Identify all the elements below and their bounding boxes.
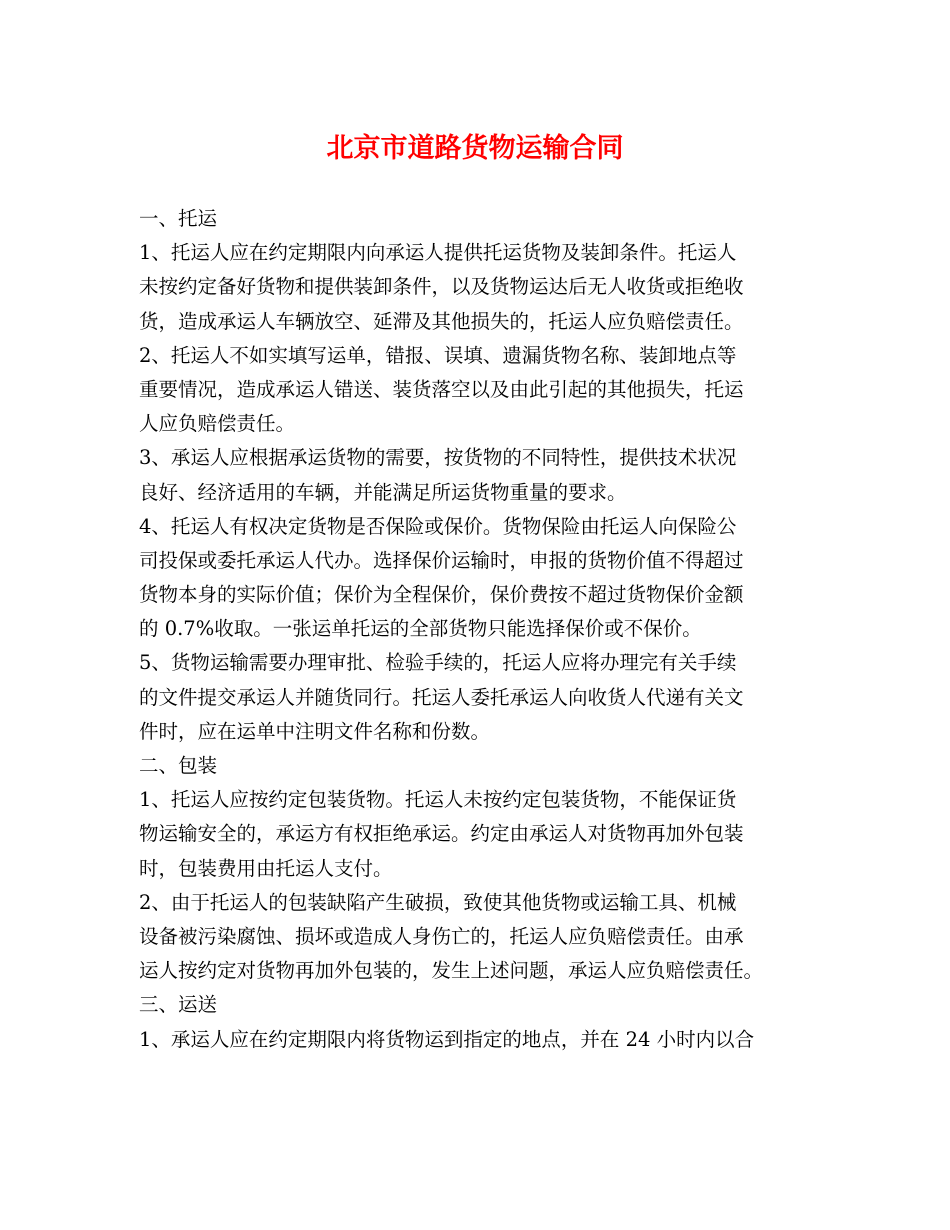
section-heading-packaging: 二、包装 [139,754,218,777]
paragraph-line: 时，包装费用由托运人支付。 [139,856,393,880]
paragraph-line: 物运输安全的，承运方有权拒绝承运。约定由承运人对货物再加外包装 [139,822,744,846]
paragraph-line: 未按约定备好货物和提供装卸条件，以及货物运达后无人收货或拒绝收 [139,275,744,299]
paragraph-line: 1、承运人应在约定期限内将货物运到指定的地点，并在 24 小时内以合 [139,1027,755,1051]
paragraph-line: 运人按约定对货物再加外包装的，发生上述问题，承运人应负赔偿责任。 [139,959,764,983]
paragraph-line: 件时，应在运单中注明文件名称和份数。 [139,719,491,743]
paragraph-line: 2、由于托运人的包装缺陷产生破损，致使其他货物或运输工具、机械 [139,890,737,914]
paragraph-line: 的文件提交承运人并随货同行。托运人委托承运人向收货人代递有关文 [139,685,744,709]
paragraph-line: 1、托运人应按约定包装货物。托运人未按约定包装货物，不能保证货 [139,788,737,812]
document-body [139,202,829,1057]
paragraph-line: 重要情况，造成承运人错送、装货落空以及由此引起的其他损失，托运 [139,377,744,401]
paragraph-line: 货，造成承运人车辆放空、延滞及其他损失的，托运人应负赔偿责任。 [139,309,744,333]
paragraph-line: 2、托运人不如实填写运单，错报、误填、遗漏货物名称、装卸地点等 [139,343,737,367]
paragraph-line: 货物本身的实际价值；保价为全程保价，保价费按不超过货物保价金额 [139,583,744,607]
paragraph-line: 5、货物运输需要办理审批、检验手续的，托运人应将办理完有关手续 [139,651,737,675]
paragraph-line: 司投保或委托承运人代办。选择保价运输时，申报的货物价值不得超过 [139,548,744,572]
paragraph-line: 1、托运人应在约定期限内向承运人提供托运货物及装卸条件。托运人 [139,241,737,265]
paragraph-line: 良好、经济适用的车辆，并能满足所运货物重量的要求。 [139,480,627,504]
paragraph-line: 4、托运人有权决定货物是否保险或保价。货物保险由托运人向保险公 [139,514,737,538]
paragraph-line: 3、承运人应根据承运货物的需要，按货物的不同特性，提供技术状况 [139,446,737,470]
paragraph-line: 人应负赔偿责任。 [139,412,296,436]
paragraph-line: 的 0.7%收取。一张运单托运的全部货物只能选择保价或不保价。 [139,617,702,641]
section-heading-transport: 三、运送 [139,993,218,1017]
section-heading-consignment: 一、托运 [139,207,218,230]
paragraph-line: 设备被污染腐蚀、损坏或造成人身伤亡的，托运人应负赔偿责任。由承 [139,924,744,948]
document-title: 北京市道路货物运输合同 [326,133,624,164]
